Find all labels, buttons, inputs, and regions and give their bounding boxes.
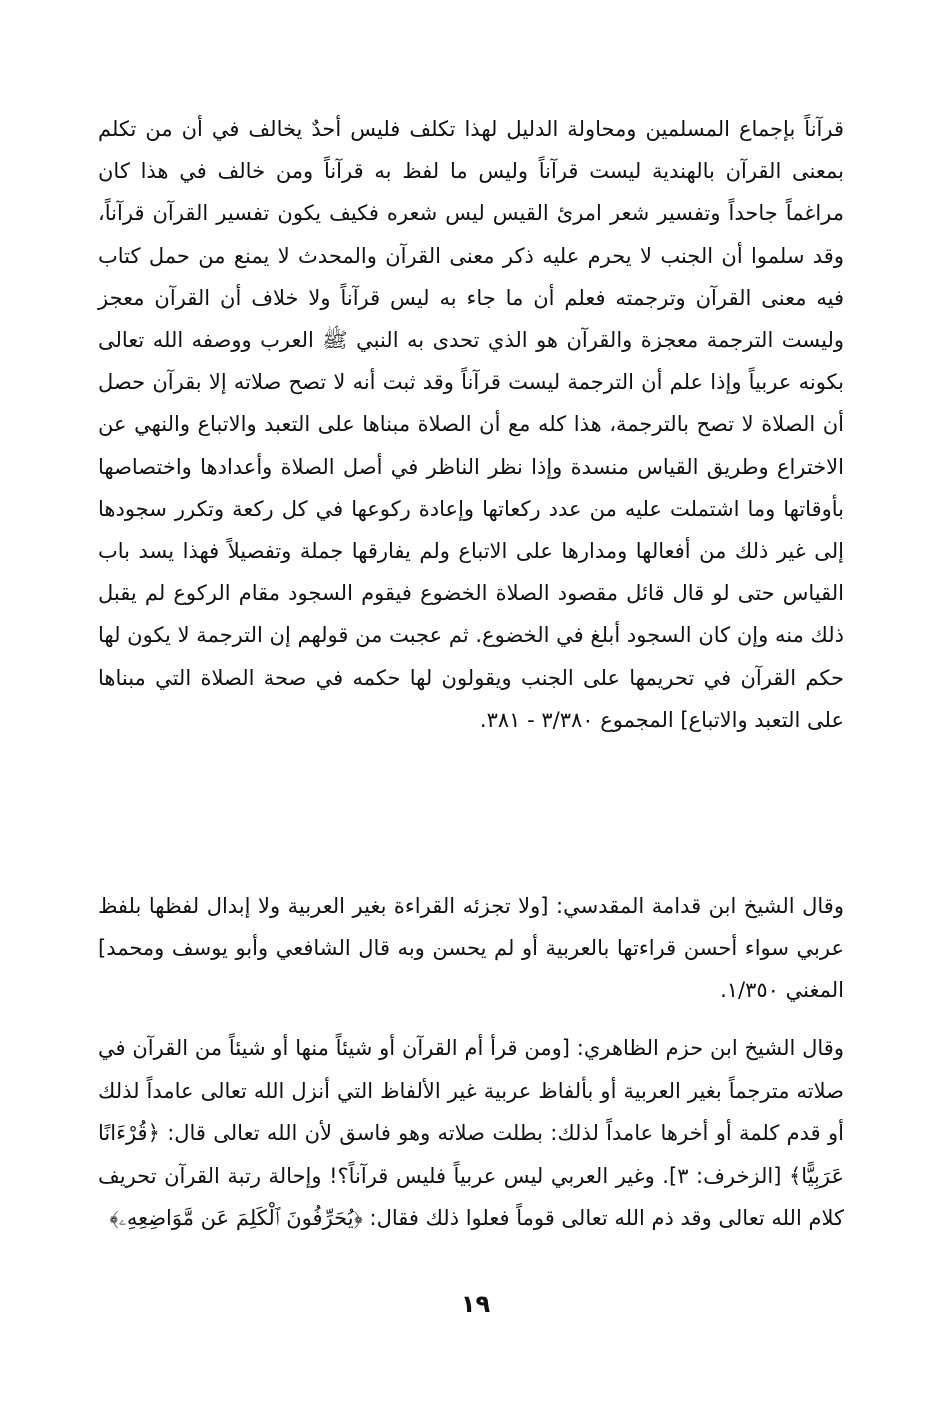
- paragraph-3: [98, 1027, 844, 1240]
- paragraph-text: وقال الشيخ ابن قدامة المقدسي: [ولا تجزئه القراءة بغير العربية ولا إبدال لفظها بلفظ عربي سواء أحسن قراءتها بالعربية أو لم يحسن وبه قال الشافعي وأبو يوسف ومحمد] المغني ١/٣٥٠.: [98, 894, 844, 1002]
- paragraph-text: قرآناً بإجماع المسلمين ومحاولة الدليل لهذا تكلف فليس أحدٌ يخالف في أن من تكلم بمعنى القرآن بالهندية ليست قرآناً وليس ما لفظ به قرآناً ومن خالف في هذا كان مراغماً جاحداً وتفسير شعر امرئ القيس ليس شعره فكيف يكون تفسير القرآن قرآناً، وقد سلموا أن الجنب لا يحرم عليه ذكر معنى القرآن والمحدث لا يمنع من حمل كتاب فيه معنى القرآن وترجمته فعلم أن ما جاء به ليس قرآناً ولا خلاف أن القرآن معجز وليست الترجمة معجزة والقرآن هو الذي تحدى به النبي ﷺ العرب ووصفه الله تعالى بكونه عربياً وإذا علم أن الترجمة ليست قرآناً وقد ثبت أنه لا تصح صلاته إلا بقرآن حصل أن الصلاة لا تصح بالترجمة، هذا كله مع أن الصلاة مبناها على التعبد والاتباع والنهي عن الاختراع وطريق القياس منسدة وإذا نظر الناظر في أصل الصلاة وأعدادها واختصاصها بأوقاتها وما اشتملت عليه من عدد ركعاتها وإعادة ركوعها في كل ركعة وتكرر سجودها إلى غير ذلك من أفعالها ومدارها على الاتباع ولم يفارقها جملة وتفصيلاً فهذا يسد باب القياس حتى لو قال قائل مقصود الصلاة الخضوع فيقوم السجود مقام الركوع لم يقبل ذلك منه وإن كان السجود أبلغ في الخضوع. ثم عجبت من قولهم إن الترجمة لا يكون لها حكم القرآن في تحريمها على الجنب ويقولون لها حكمه في صحة الصلاة التي مبناها على التعبد والاتباع] المجموع ٣/٣٨٠ - ٣٨١.: [98, 117, 844, 732]
- paragraph-2: [98, 885, 844, 1011]
- page-number: ١٩: [460, 1290, 491, 1318]
- paragraph-text: وقال الشيخ ابن حزم الظاهري: [ومن قرأ أم القرآن أو شيئاً منها أو شيئاً من القرآن في صلاته مترجماً بغير العربية أو بألفاظ عربية غير الألفاظ التي أنزل الله تعالى عامداً لذلك أو قدم كلمة أو أخرها عامداً لذلك: بطلت صلاته وهو فاسق لأن الله تعالى قال: ﴿قُرْءَانًا عَرَبِيًّا﴾ [الزخرف: ٣]. وغير العربي ليس عربياً فليس قرآناً؟! وإحالة رتبة القرآن تحريف كلام الله تعالى وقد ذم الله تعالى قوماً فعلوا ذلك فقال: ﴿يُحَرِّفُونَ ٱلْكَلِمَ عَن مَّوَاضِعِهِۦ﴾: [98, 1036, 845, 1230]
- paragraph-1: [98, 108, 844, 741]
